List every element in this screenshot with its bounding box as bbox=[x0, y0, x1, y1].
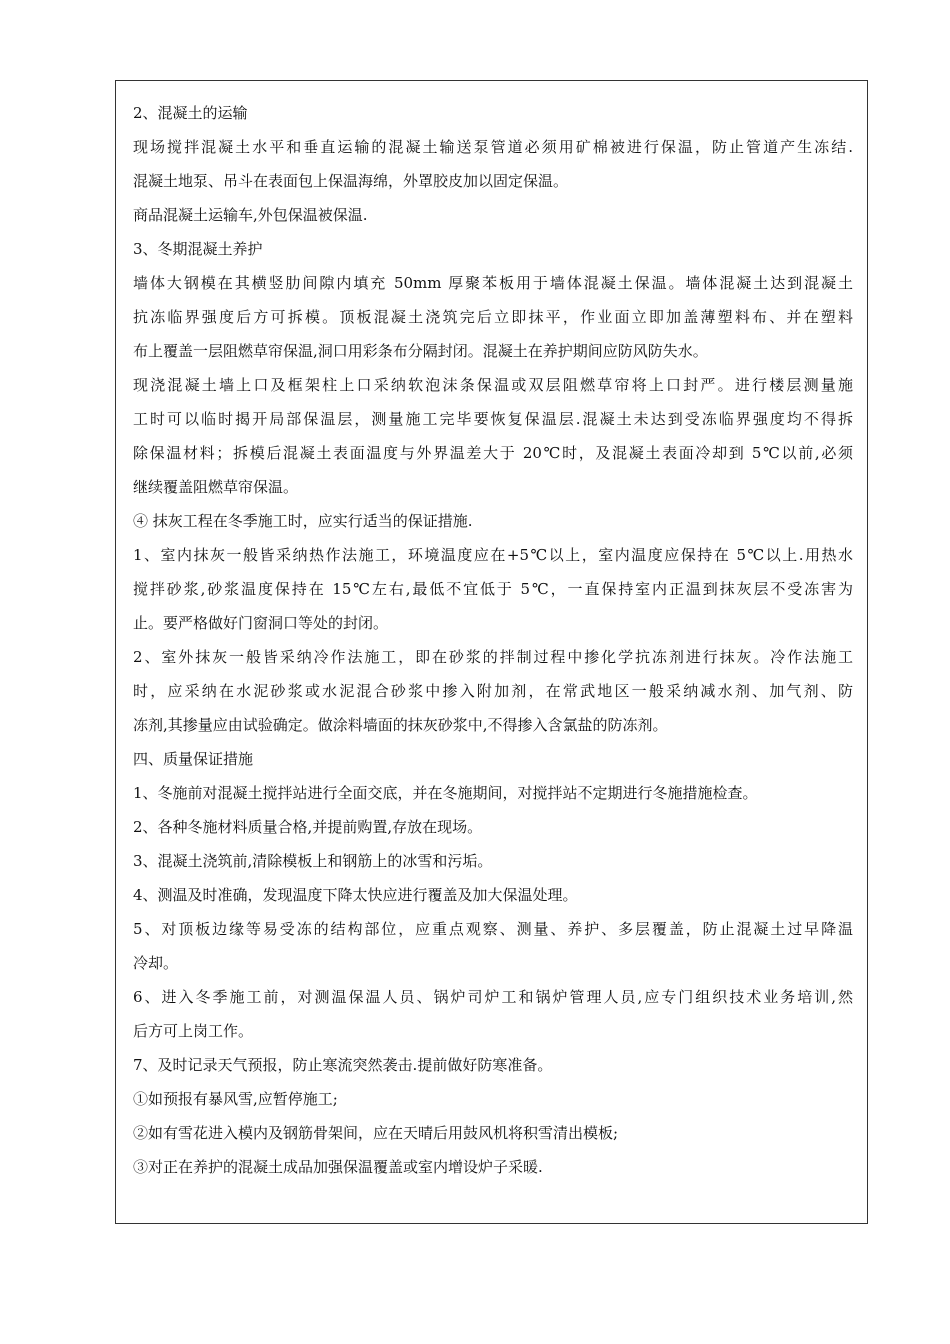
text-line: 四、质量保证措施 bbox=[133, 750, 254, 768]
text-line: 现场搅拌混凝土水平和垂直运输的混凝土输送泵管道必须用矿棉被进行保温，防止管道产生冻结. bbox=[133, 138, 853, 156]
text-line: ④ 抹灰工程在冬季施工时，应实行适当的保证措施. bbox=[133, 512, 473, 530]
text-line: 3、冬期混凝土养护 bbox=[133, 240, 263, 258]
text-line: ③对正在养护的混凝土成品加强保温覆盖或室内增设炉子采暖. bbox=[133, 1158, 543, 1176]
text-line: 2、混凝土的运输 bbox=[133, 104, 248, 122]
text-line: 冷却。 bbox=[133, 954, 179, 972]
document-body bbox=[133, 96, 853, 1184]
text-line: 工时可以临时揭开局部保温层，测量施工完毕要恢复保温层.混凝土未达到受冻临界强度均不得拆 bbox=[133, 410, 853, 428]
text-line: 3、混凝土浇筑前,清除模板上和钢筋上的冰雪和污垢。 bbox=[133, 852, 493, 870]
text-line: 商品混凝土运输车,外包保温被保温. bbox=[133, 206, 368, 224]
text-line: 后方可上岗工作。 bbox=[133, 1022, 254, 1040]
text-line: 1、室内抹灰一般皆采纳热作法施工，环境温度应在+5℃以上，室内温度应保持在 5℃以上.用热水 bbox=[133, 546, 853, 564]
text-line: 布上覆盖一层阻燃草帘保温,洞口用彩条布分隔封闭。混凝土在养护期间应防风防失水。 bbox=[133, 342, 708, 360]
text-line: 止。要严格做好门窗洞口等处的封闭。 bbox=[133, 614, 389, 632]
text-line: 继续覆盖阻燃草帘保温。 bbox=[133, 478, 299, 496]
text-line: 2、室外抹灰一般皆采纳冷作法施工，即在砂浆的拌制过程中掺化学抗冻剂进行抹灰。冷作法施工 bbox=[133, 648, 853, 666]
text-line: ②如有雪花进入模内及钢筋骨架间，应在天晴后用鼓风机将积雪清出模板; bbox=[133, 1124, 619, 1142]
text-line: 5、对顶板边缘等易受冻的结构部位，应重点观察、测量、养护、多层覆盖，防止混凝土过早降温 bbox=[133, 920, 853, 938]
text-line: 7、及时记录天气预报，防止寒流突然袭击.提前做好防寒准备。 bbox=[133, 1056, 553, 1074]
text-line: 4、测温及时准确，发现温度下降太快应进行覆盖及加大保温处理。 bbox=[133, 886, 578, 904]
text-line: 混凝土地泵、吊斗在表面包上保温海绵，外罩胶皮加以固定保温。 bbox=[133, 172, 569, 190]
text-line: 6、进入冬季施工前，对测温保温人员、锅炉司炉工和锅炉管理人员,应专门组织技术业务培训,然 bbox=[133, 988, 853, 1006]
text-line: 搅拌砂浆,砂浆温度保持在 15℃左右,最低不宜低于 5℃，一直保持室内正温到抹灰层不受冻害为 bbox=[133, 580, 853, 598]
text-line: 时，应采纳在水泥砂浆或水泥混合砂浆中掺入附加剂，在常武地区一般采纳减水剂、加气剂、防 bbox=[133, 682, 853, 700]
text-line: 除保温材料；拆模后混凝土表面温度与外界温差大于 20℃时，及混凝土表面冷却到 5℃以前,必须 bbox=[133, 444, 853, 462]
text-line: ①如预报有暴风雪,应暂停施工; bbox=[133, 1090, 338, 1108]
text-line: 2、各种冬施材料质量合格,并提前购置,存放在现场。 bbox=[133, 818, 483, 836]
text-line: 墙体大钢模在其横竖肋间隙内填充 50mm 厚聚苯板用于墙体混凝土保温。墙体混凝土达到混凝土 bbox=[133, 274, 853, 292]
text-line: 抗冻临界强度后方可拆模。顶板混凝土浇筑完后立即抹平，作业面立即加盖薄塑料布、并在塑料 bbox=[133, 308, 853, 326]
text-line: 冻剂,其掺量应由试验确定。做涂料墙面的抹灰砂浆中,不得掺入含氯盐的防冻剂。 bbox=[133, 716, 668, 734]
text-line: 现浇混凝土墙上口及框架柱上口采纳软泡沫条保温或双层阻燃草帘将上口封严。进行楼层测量施 bbox=[133, 376, 853, 394]
text-line: 1、冬施前对混凝土搅拌站进行全面交底，并在冬施期间，对搅拌站不定期进行冬施措施检查。 bbox=[133, 784, 758, 802]
